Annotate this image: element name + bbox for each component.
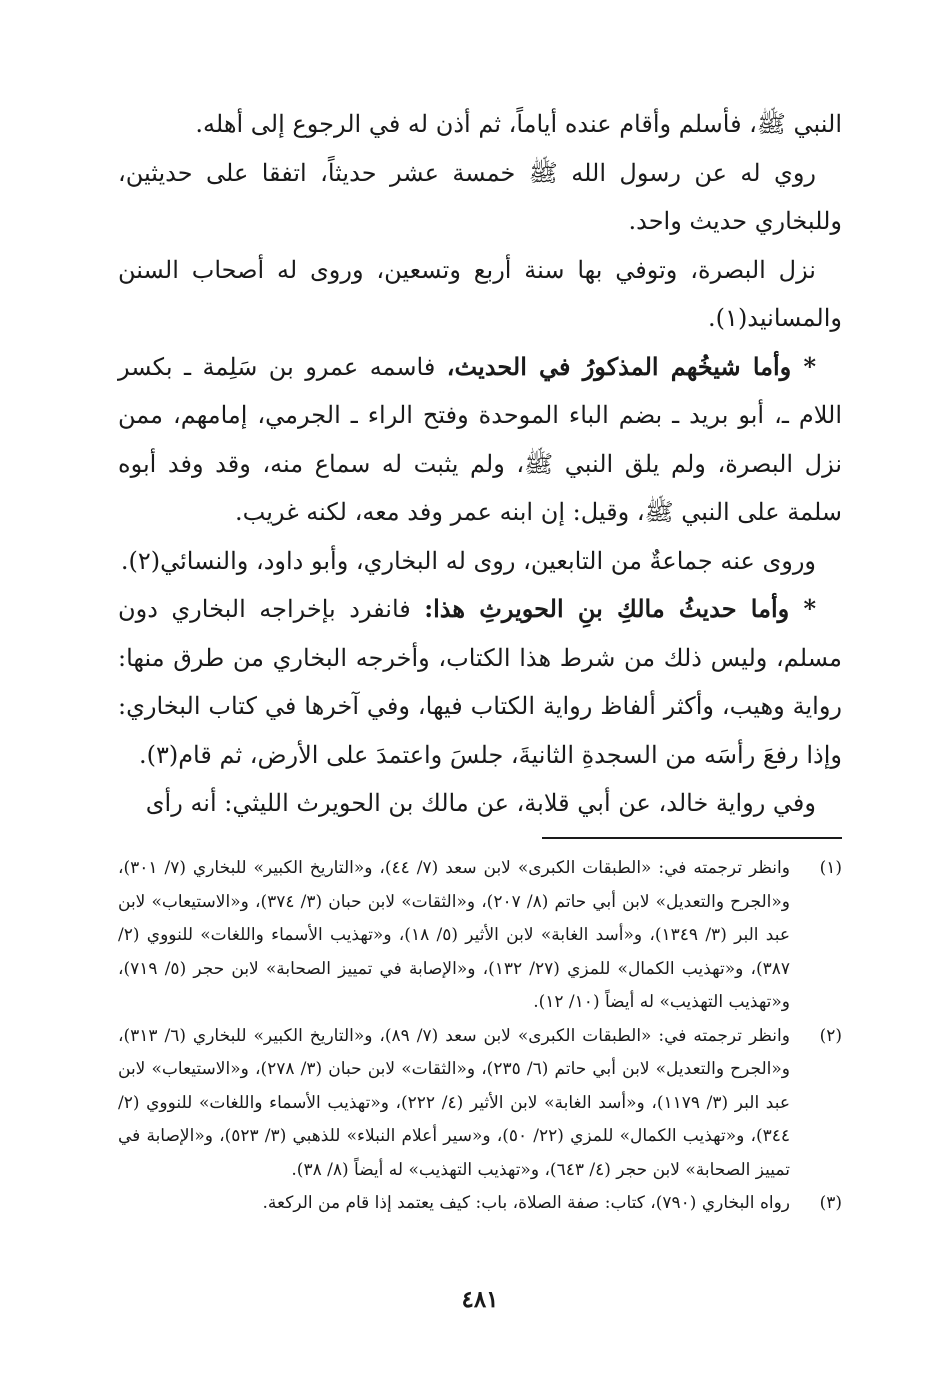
footnote bbox=[118, 1020, 842, 1188]
paragraph-lead: * وأما شيخُهم المذكورُ في الحديث، bbox=[446, 351, 816, 381]
paragraph: نزل البصرة، وتوفي بها سنة أربع وتسعين، وروى له أصحاب السنن والمسانيد(١). bbox=[118, 255, 842, 332]
paragraph: وروى عنه جماعةٌ من التابعين، روى له البخاري، وأبو داود، والنسائي(٢). bbox=[120, 546, 816, 575]
book-page bbox=[118, 100, 842, 1340]
footnote-number: (٣) bbox=[819, 1193, 842, 1213]
paragraph-body: فانفرد بإخراجه البخاري دون مسلم، وليس ذلك من شرط هذا الكتاب، وأخرجه البخاري من طرق منها: رواية وهيب، وأكثر ألفاظ رواية الكتاب فيها، وفي آخرها في كتاب البخاري: وإذا رفعَ رأسَه من السجدةِ الثانيةَ، جلسَ واعتمدَ على الأرض، ثم قام(٣). bbox=[118, 595, 842, 769]
footnote-number: (٢) bbox=[819, 1025, 842, 1046]
footnote-text: رواه البخاري (٧٩٠)، كتاب: صفة الصلاة، باب: كيف يعتمد إذا قام من الركعة. bbox=[262, 1193, 790, 1213]
footnote-text: وانظر ترجمته في: «الطبقات الكبرى» لابن سعد (٧/ ٨٩)، و«التاريخ الكبير» للبخاري (٦/ ٣١٣)، و«الجرح والتعديل» لابن أبي حاتم (٦/ ٢٣٥)، و«الثقات» لابن حبان (٣/ ٢٧٨)، و«الاستيعاب» لابن عبد البر (٣/ ١١٧٩)، و«أسد الغابة» لابن الأثير (٤/ ٢٢٢)، و«تهذيب الأسماء واللغات» للنووي (٢/ ٣٤٤)، و«تهذيب الكمال» للمزي (٢٢/ ٥٠)، و«سير أعلام النبلاء» للذهبي (٣/ ٥٢٣)، و«الإصابة في تمييز الصحابة» لابن حجر (٤/ ٦٤٣)، و«تهذيب التهذيب» له أيضاً (٨/ ٣٨). bbox=[118, 1025, 791, 1180]
footnote bbox=[118, 1187, 842, 1221]
footnote bbox=[118, 852, 842, 1020]
paragraph-body: فاسمه عمرو بن سَلِمة ـ بكسر اللام ـ، أبو بريد ـ بضم الباء الموحدة وفتح الراء ـ الجرمي، إمامهم، ممن نزل البصرة، ولم يلق النبي ﷺ، ولم يثبت له سماع منه، وقد وفد أبوه سلمة على النبي ﷺ، وقيل: إن ابنه عمر وفد معه، لكنه غريب. bbox=[118, 352, 842, 526]
footnote-text: وانظر ترجمته في: «الطبقات الكبرى» لابن سعد (٧/ ٤٤)، و«التاريخ الكبير» للبخاري (٧/ ٣٠١)، و«الجرح والتعديل» لابن أبي حاتم (٨/ ٢٠٧)، و«الثقات» لابن حبان (٣/ ٣٧٤)، و«الاستيعاب» لابن عبد البر (٣/ ١٣٤٩)، و«أسد الغابة» لابن الأثير (٥/ ١٨)، و«تهذيب الأسماء واللغات» للنووي (٢/ ٣٨٧)، و«تهذيب الكمال» للمزي (٢٧/ ١٣٢)، و«الإصابة في تمييز الصحابة» لابن حجر (٥/ ٧١٩)، و«تهذيب التهذيب» له أيضاً (١٠/ ١٢). bbox=[118, 858, 791, 1012]
main-text bbox=[118, 100, 842, 828]
paragraph: النبي ﷺ، فأسلم وأقام عنده أياماً، ثم أذن له في الرجوع إلى أهله. bbox=[195, 110, 842, 138]
footnote-number: (١) bbox=[819, 858, 842, 878]
paragraph-lead: * وأما حديثُ مالكِ بنِ الحويرثِ هذا: bbox=[424, 594, 816, 623]
paragraph bbox=[118, 585, 842, 779]
footnote-separator bbox=[542, 837, 842, 839]
paragraph: وفي رواية خالد، عن أبي قلابة، عن مالك بن الحويرث الليثي: أنه رأى bbox=[145, 789, 816, 817]
paragraph: روي له عن رسول الله ﷺ خمسة عشر حديثاً، اتفقا على حديثين، وللبخاري حديث واحد. bbox=[118, 158, 842, 235]
paragraph bbox=[118, 343, 842, 537]
footnotes bbox=[118, 852, 842, 1221]
page-number: ٤٨١ bbox=[461, 1286, 499, 1313]
